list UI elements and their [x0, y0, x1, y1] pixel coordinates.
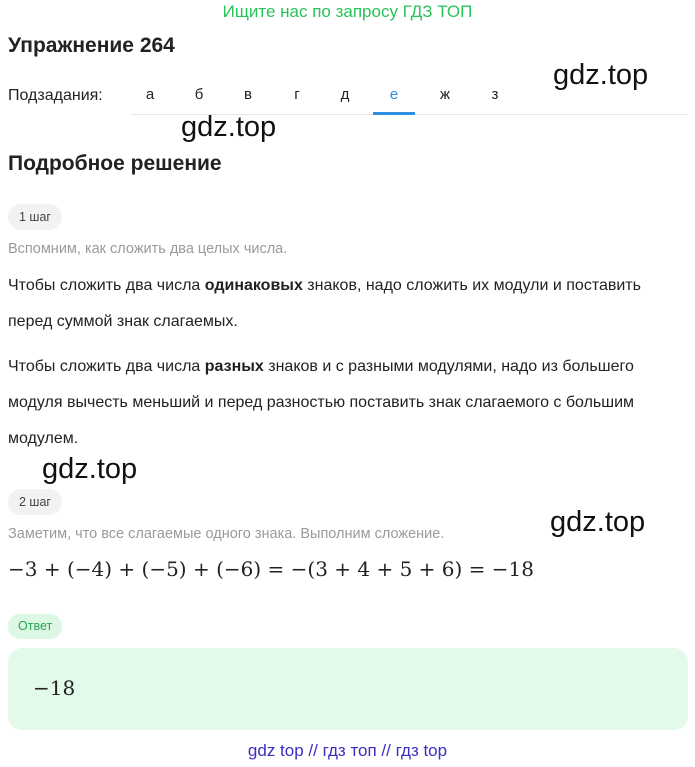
watermark: gdz.top — [181, 111, 277, 143]
watermark: gdz.top — [553, 59, 649, 91]
text: знаков и с разными модулями, надо из большего модуля вычесть меньший и перед разностью поставить знак слагаемого с большим модулем. — [8, 358, 635, 447]
step-badge: 2 шаг — [8, 489, 62, 515]
text: знаков, надо сложить их модули и поставить перед суммой знак слагаемых. — [8, 277, 641, 330]
text: Чтобы сложить два числа — [8, 277, 205, 294]
step-hint: Вспомним, как сложить два целых числа. — [8, 241, 288, 257]
watermark: gdz.top — [550, 506, 646, 538]
tab-zh[interactable]: ж — [439, 86, 451, 103]
rule-same-signs — [8, 268, 658, 340]
rule-different-signs — [8, 349, 658, 457]
watermark: gdz.top — [42, 453, 138, 485]
page-title: Упражнение 264 — [8, 34, 175, 57]
emphasis: одинаковых — [204, 277, 303, 294]
answer-badge: Ответ — [8, 614, 62, 639]
footer-links[interactable]: gdz top // гдз топ // гдз top — [247, 741, 448, 760]
tab-v[interactable]: в — [244, 86, 252, 103]
answer-value: −18 — [33, 676, 76, 700]
tab-g[interactable]: г — [294, 86, 300, 103]
step-hint: Заметим, что все слагаемые одного знака. Выполним сложение. — [8, 526, 445, 542]
tab-b[interactable]: б — [194, 86, 204, 103]
tab-d[interactable]: д — [340, 86, 350, 103]
step-badge: 1 шаг — [8, 204, 62, 230]
text: Чтобы сложить два числа — [8, 358, 205, 375]
emphasis: разных — [204, 358, 264, 375]
tab-a[interactable]: а — [145, 86, 155, 103]
subtasks-label: Подзадания: — [8, 87, 103, 104]
section-title: Подробное решение — [8, 152, 222, 175]
tab-e[interactable]: е — [373, 86, 415, 115]
tab-z[interactable]: з — [491, 86, 499, 103]
answer-box — [8, 648, 688, 730]
solution-formula: −3 + (−4) + (−5) + (−6) = −(3 + 4 + 5 + 6) = −18 — [8, 557, 534, 581]
search-promo-banner: Ищите нас по запросу ГДЗ ТОП — [222, 2, 473, 21]
